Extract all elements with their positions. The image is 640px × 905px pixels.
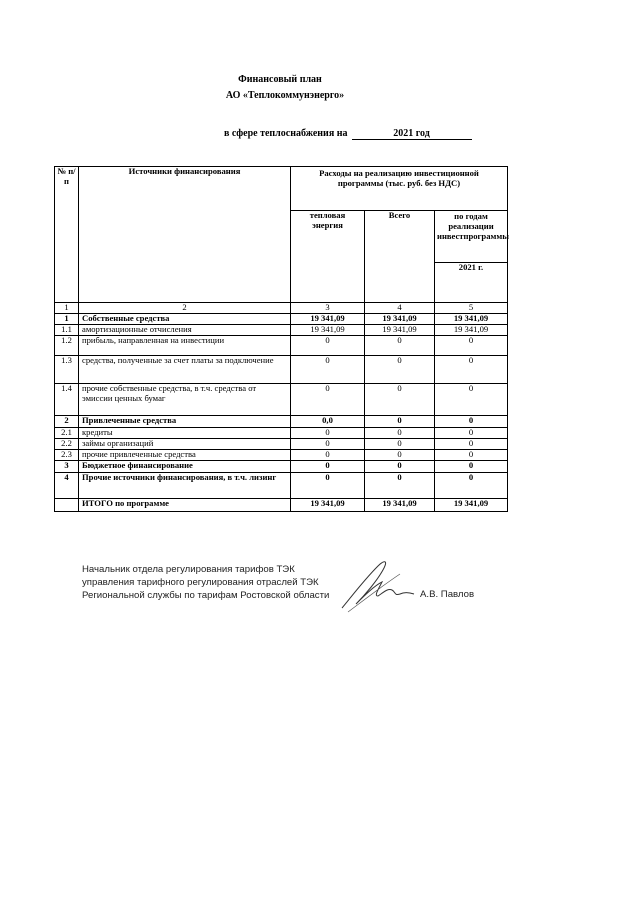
row-number: 2.3 xyxy=(55,450,79,461)
row-heat-value: 19 341,09 xyxy=(291,499,365,512)
organization-name: АО «Теплокоммунэнерго» xyxy=(225,90,345,101)
row-total-value: 0 xyxy=(365,461,435,473)
row-source: прочие собственные средства, в т.ч. средства от эмиссии ценных бумаг xyxy=(79,384,291,416)
row-number: 2.1 xyxy=(55,428,79,439)
row-source: кредиты xyxy=(79,428,291,439)
row-source: средства, полученные за счет платы за подключение xyxy=(79,356,291,384)
table-row xyxy=(55,428,508,439)
header-num: № п/п xyxy=(55,167,79,303)
row-year-value: 0 xyxy=(435,416,508,428)
signer-position-line2: управления тарифного регулирования отраслей ТЭК xyxy=(82,577,319,588)
row-total-value: 0 xyxy=(365,384,435,416)
table-row xyxy=(55,499,508,512)
row-number: 1.1 xyxy=(55,325,79,336)
header-expenses: Расходы на реализацию инвестиционной программы (тыс. руб. без НДС) xyxy=(291,167,508,211)
signer-name: А.В. Павлов xyxy=(420,589,475,600)
row-number: 1.4 xyxy=(55,384,79,416)
row-year-value: 0 xyxy=(435,450,508,461)
row-heat-value: 19 341,09 xyxy=(291,325,365,336)
header-heat: тепловая энергия xyxy=(291,211,365,303)
row-number: 1.3 xyxy=(55,356,79,384)
row-year-value: 19 341,09 xyxy=(435,325,508,336)
header-year: 2021 г. xyxy=(435,263,508,303)
row-total-value: 19 341,09 xyxy=(365,325,435,336)
table-row xyxy=(55,461,508,473)
row-year-value: 0 xyxy=(435,428,508,439)
financing-table xyxy=(54,166,508,512)
index-cell: 4 xyxy=(365,303,435,314)
row-source: Бюджетное финансирование xyxy=(79,461,291,473)
row-number xyxy=(55,499,79,512)
row-number: 2.2 xyxy=(55,439,79,450)
index-cell: 1 xyxy=(55,303,79,314)
row-heat-value: 0 xyxy=(291,336,365,356)
row-heat-value: 0 xyxy=(291,356,365,384)
index-cell: 3 xyxy=(291,303,365,314)
row-heat-value: 0 xyxy=(291,384,365,416)
index-cell: 5 xyxy=(435,303,508,314)
row-heat-value: 0 xyxy=(291,439,365,450)
row-source: прочие привлеченные средства xyxy=(79,450,291,461)
index-cell: 2 xyxy=(79,303,291,314)
signer-position-line3: Региональной службы по тарифам Ростовской области xyxy=(82,590,330,601)
row-total-value: 0 xyxy=(365,473,435,499)
sphere-line xyxy=(224,128,472,140)
row-total-value: 0 xyxy=(365,416,435,428)
signer-position-line1: Начальник отдела регулирования тарифов ТЭК xyxy=(82,564,295,575)
table-row xyxy=(55,336,508,356)
row-year-value: 19 341,09 xyxy=(435,499,508,512)
table-row xyxy=(55,439,508,450)
row-source: ИТОГО по программе xyxy=(79,499,291,512)
row-number: 3 xyxy=(55,461,79,473)
row-number: 4 xyxy=(55,473,79,499)
index-row xyxy=(55,303,508,314)
row-total-value: 0 xyxy=(365,428,435,439)
row-year-value: 0 xyxy=(435,461,508,473)
row-year-value: 0 xyxy=(435,439,508,450)
table-row xyxy=(55,416,508,428)
table-row xyxy=(55,473,508,499)
sphere-prefix: в сфере теплоснабжения на xyxy=(224,128,348,139)
row-year-value: 0 xyxy=(435,384,508,416)
row-year-value: 0 xyxy=(435,356,508,384)
row-source: Собственные средства xyxy=(79,314,291,325)
row-number: 1 xyxy=(55,314,79,325)
table-row xyxy=(55,356,508,384)
document-title: Финансовый план xyxy=(238,74,322,85)
row-total-value: 0 xyxy=(365,439,435,450)
table-body xyxy=(55,314,508,512)
table-row xyxy=(55,450,508,461)
row-heat-value: 0 xyxy=(291,473,365,499)
table-row xyxy=(55,314,508,325)
header-source: Источники финансирования xyxy=(79,167,291,303)
row-total-value: 0 xyxy=(365,336,435,356)
row-heat-value: 0,0 xyxy=(291,416,365,428)
header-row-1 xyxy=(55,167,508,211)
row-year-value: 19 341,09 xyxy=(435,314,508,325)
row-source: амортизационные отчисления xyxy=(79,325,291,336)
handwritten-signature xyxy=(334,556,424,616)
row-heat-value: 0 xyxy=(291,428,365,439)
row-year-value: 0 xyxy=(435,336,508,356)
table-row xyxy=(55,384,508,416)
plan-year: 2021 год xyxy=(352,128,472,140)
row-total-value: 0 xyxy=(365,356,435,384)
row-source: Прочие источники финансирования, в т.ч. лизинг xyxy=(79,473,291,499)
row-source: прибыль, направленная на инвестиции xyxy=(79,336,291,356)
header-total: Всего xyxy=(365,211,435,303)
row-heat-value: 0 xyxy=(291,450,365,461)
table-row xyxy=(55,325,508,336)
row-year-value: 0 xyxy=(435,473,508,499)
signature-block xyxy=(82,563,329,602)
row-source: Привлеченные средства xyxy=(79,416,291,428)
row-heat-value: 19 341,09 xyxy=(291,314,365,325)
row-total-value: 0 xyxy=(365,450,435,461)
row-number: 1.2 xyxy=(55,336,79,356)
row-source: займы организаций xyxy=(79,439,291,450)
header-by-years: по годам реализации инвестпрограммы xyxy=(435,211,508,263)
row-number: 2 xyxy=(55,416,79,428)
row-total-value: 19 341,09 xyxy=(365,314,435,325)
row-heat-value: 0 xyxy=(291,461,365,473)
row-total-value: 19 341,09 xyxy=(365,499,435,512)
